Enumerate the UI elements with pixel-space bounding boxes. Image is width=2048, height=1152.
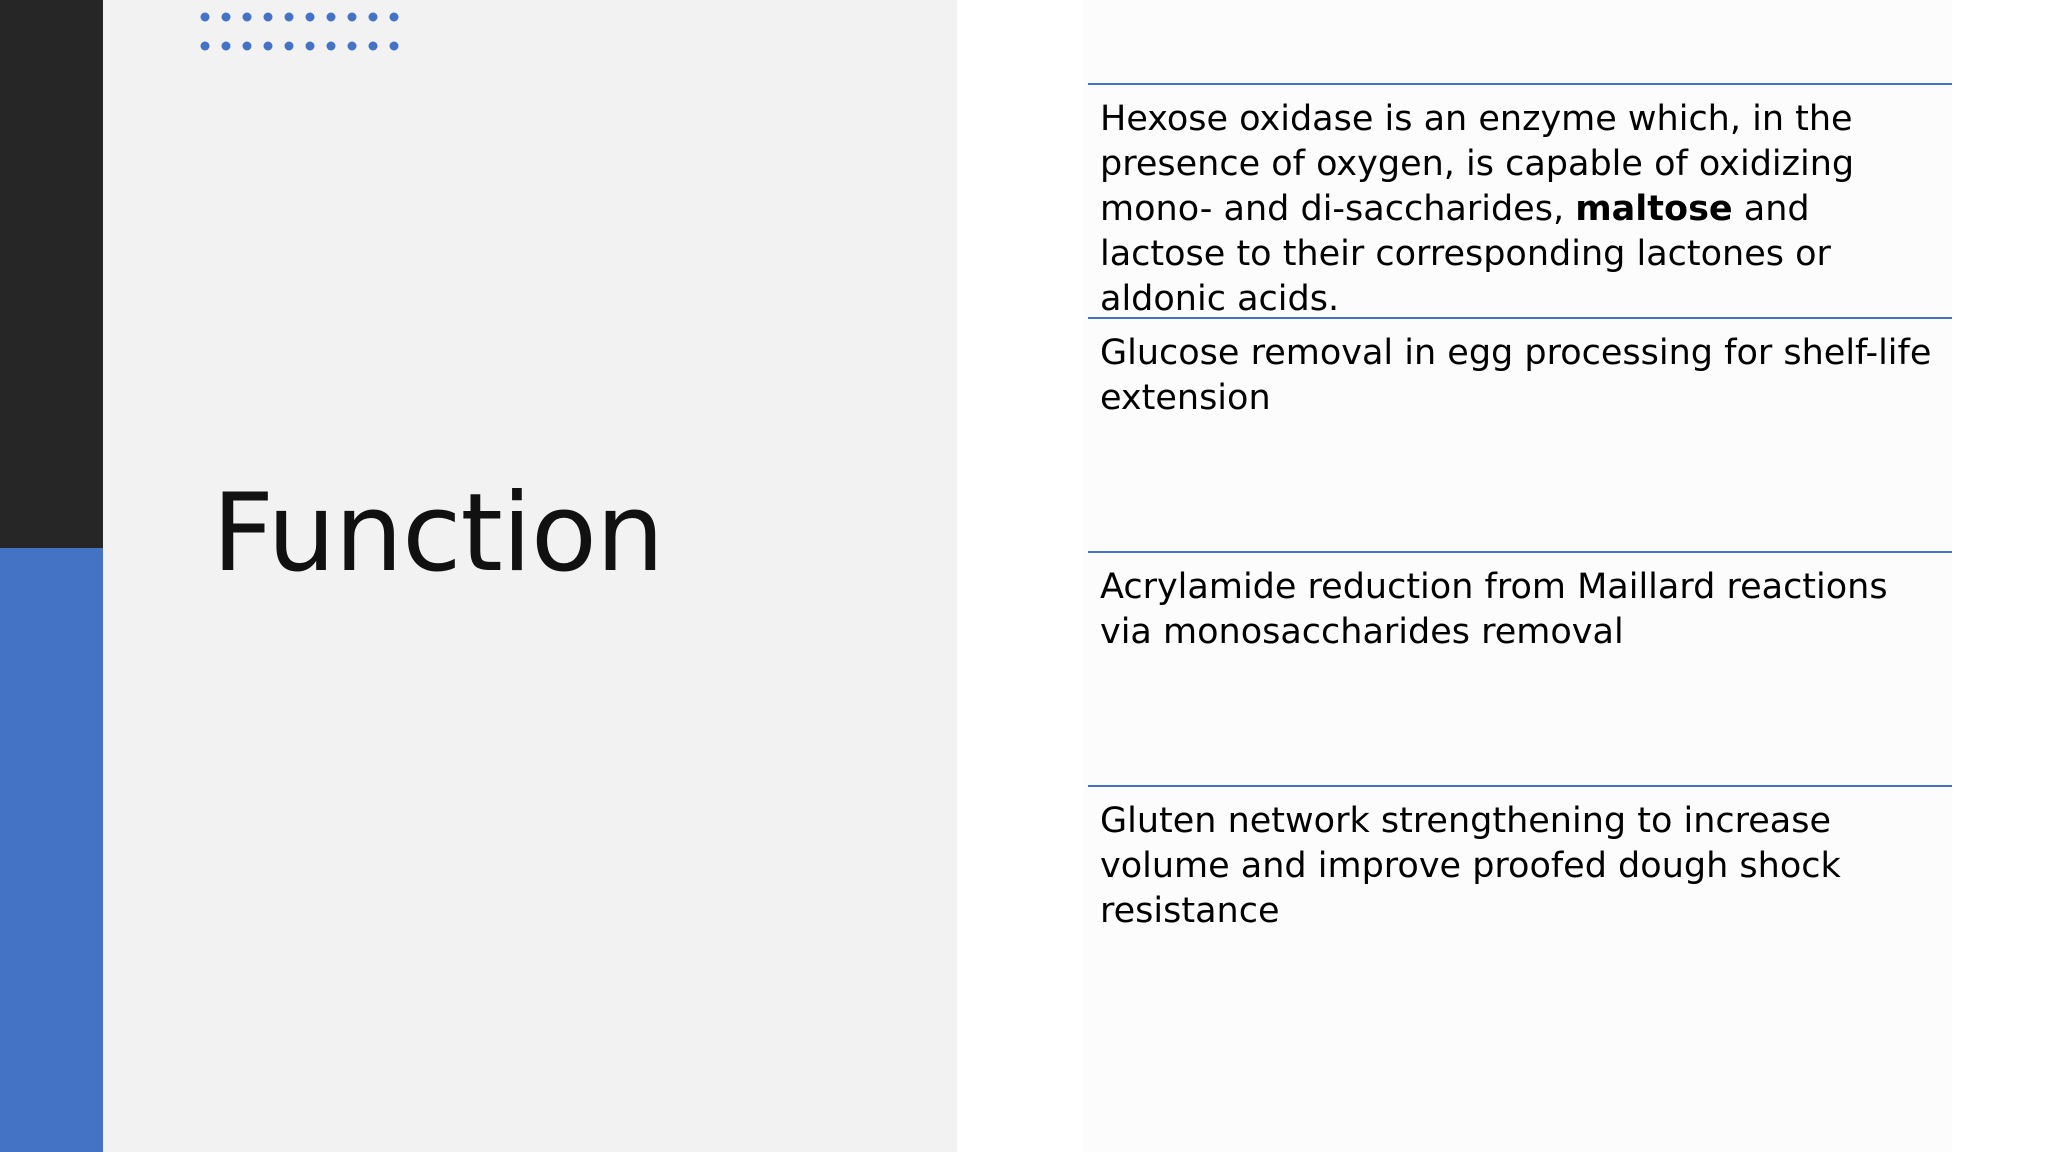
decor-dot bbox=[222, 13, 231, 22]
decor-dot bbox=[369, 13, 378, 22]
decor-dot bbox=[369, 42, 378, 51]
decor-dot bbox=[327, 13, 336, 22]
function-item-4 bbox=[1088, 785, 1952, 1019]
decor-dot bbox=[306, 42, 315, 51]
accent-side-bar bbox=[0, 548, 103, 1152]
decor-dot bbox=[327, 42, 336, 51]
function-item-text: Gluten network strengthening to increase volume and improve proofed dough shock resistance bbox=[1100, 801, 1841, 931]
function-item-text: Acrylamide reduction from Maillard reactions via monosaccharides removal bbox=[1100, 567, 1888, 652]
bold-term-maltose: maltose bbox=[1575, 189, 1733, 229]
decor-dot bbox=[306, 13, 315, 22]
decor-dot bbox=[201, 13, 210, 22]
decor-dot bbox=[243, 42, 252, 51]
dark-side-bar bbox=[0, 0, 103, 548]
slide-title: Function bbox=[212, 471, 664, 596]
decor-dot bbox=[348, 13, 357, 22]
decor-dot bbox=[201, 42, 210, 51]
decor-dot bbox=[348, 42, 357, 51]
decor-dot bbox=[285, 13, 294, 22]
function-item-2 bbox=[1088, 317, 1952, 551]
function-item-text: Hexose oxidase is an enzyme which, in the presence of oxygen, is capable of oxidizing mono- and di-saccharides, maltose and lactose to their corresponding lactones or aldonic acids. bbox=[1100, 99, 1855, 319]
function-item-3 bbox=[1088, 551, 1952, 785]
decor-dot bbox=[390, 42, 399, 51]
decor-dot bbox=[243, 13, 252, 22]
decor-dot bbox=[264, 13, 273, 22]
dot-grid-decoration bbox=[200, 12, 410, 58]
decor-dot bbox=[222, 42, 231, 51]
function-item-text: Glucose removal in egg processing for shelf-life extension bbox=[1100, 333, 1932, 418]
decor-dot bbox=[285, 42, 294, 51]
decor-dot bbox=[264, 42, 273, 51]
decor-dot bbox=[390, 13, 399, 22]
function-item-1 bbox=[1088, 83, 1952, 317]
